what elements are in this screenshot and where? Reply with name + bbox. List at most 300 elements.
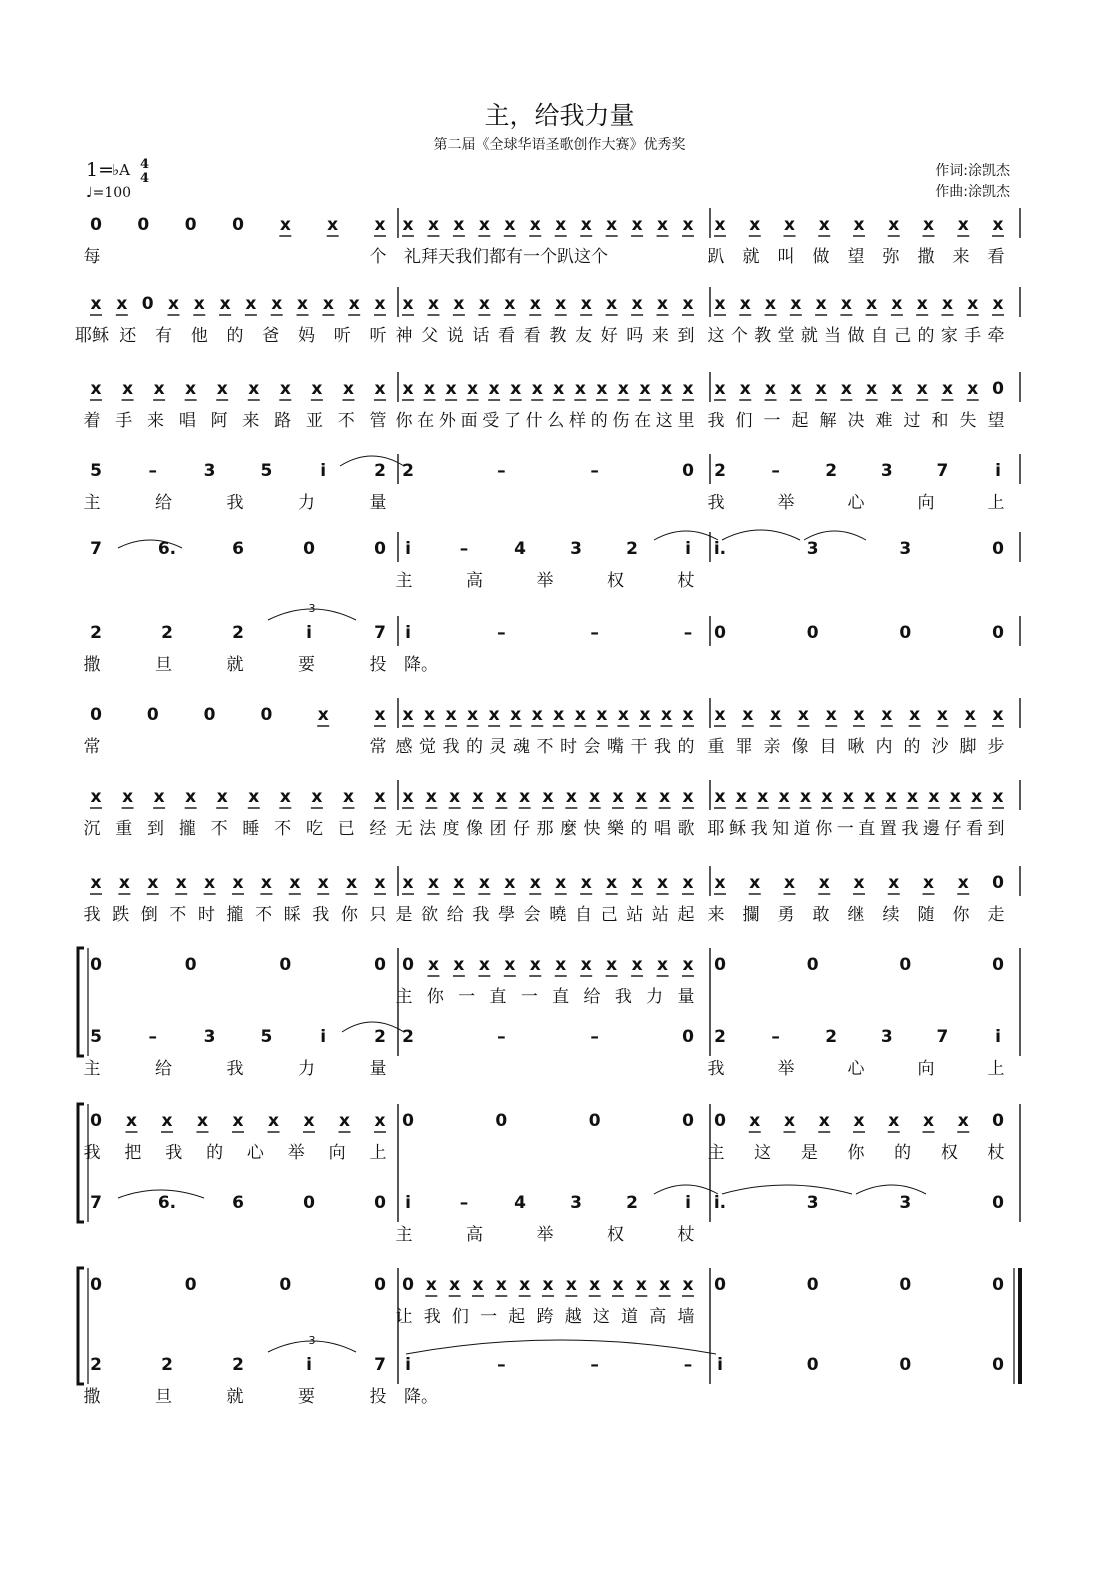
note-row: 3 bbox=[899, 539, 912, 559]
lyric-row: 趴 bbox=[707, 247, 725, 267]
note-row: x bbox=[374, 294, 386, 314]
note-row: x bbox=[327, 215, 339, 235]
lower-note-row: 5 bbox=[90, 1027, 102, 1047]
note-row: i. bbox=[713, 539, 727, 559]
note-row: x bbox=[853, 873, 865, 893]
lower-note-row: 2 bbox=[402, 1027, 414, 1047]
note-row: x bbox=[453, 215, 465, 235]
lyric-row: 在 bbox=[417, 411, 435, 431]
note-row: x bbox=[742, 705, 754, 725]
lyric-row: 权 bbox=[607, 571, 624, 591]
lyric-row: 会 bbox=[583, 737, 601, 757]
lyric-row: 撒 bbox=[917, 247, 935, 267]
lyric-row: 的 bbox=[466, 737, 483, 757]
lyric-row: 上 bbox=[987, 493, 1005, 513]
upper-lyric-row: 道 bbox=[621, 1307, 639, 1327]
note-row: x bbox=[504, 215, 516, 235]
note-row: 6 bbox=[232, 539, 244, 559]
note-row: x bbox=[424, 379, 436, 399]
lyric-row: 快 bbox=[583, 819, 601, 839]
upper-lyric-row: 墙 bbox=[677, 1307, 695, 1327]
note-row: x bbox=[770, 705, 782, 725]
note-row: x bbox=[617, 705, 629, 725]
note-row: x bbox=[425, 787, 437, 807]
lyric-row: 就 bbox=[226, 655, 244, 675]
lyric-row: 友 bbox=[574, 326, 592, 346]
note-row: x bbox=[529, 873, 541, 893]
lyric-row: 啾 bbox=[847, 737, 865, 757]
note-row: x bbox=[735, 787, 747, 807]
tie-slur bbox=[722, 530, 800, 540]
note-row: x bbox=[289, 873, 301, 893]
lyric-row: 就 bbox=[742, 247, 760, 267]
lower-note-row: 2 bbox=[161, 1355, 173, 1375]
note-row: 7 bbox=[374, 623, 386, 643]
note-row: 0 bbox=[682, 461, 694, 481]
upper-note-row: 0 bbox=[90, 955, 102, 975]
note-row: x bbox=[402, 215, 414, 235]
note-row: 2 bbox=[161, 623, 173, 643]
note-row: x bbox=[967, 379, 979, 399]
note-row: x bbox=[853, 705, 865, 725]
lower-note-row: – bbox=[771, 1027, 780, 1047]
note-row: 0 bbox=[374, 539, 386, 559]
upper-note-row: x bbox=[339, 1111, 350, 1131]
lyric-row: 要 bbox=[298, 655, 315, 675]
time-top: 4 bbox=[140, 157, 150, 172]
note-row: x bbox=[565, 787, 577, 807]
note-row: x bbox=[478, 215, 490, 235]
lyric-row: 面 bbox=[460, 411, 478, 431]
note-row: 5 bbox=[90, 461, 102, 481]
note-row: x bbox=[815, 294, 827, 314]
note-row: x bbox=[606, 294, 618, 314]
lyric-row: 像 bbox=[466, 819, 483, 839]
lower-note-row: 7 bbox=[374, 1355, 386, 1375]
lyric-row: 脚 bbox=[959, 737, 977, 757]
lyric-row: 阿 bbox=[210, 411, 228, 431]
upper-note-row: x bbox=[659, 1275, 671, 1295]
lyric-row: 看 bbox=[965, 819, 983, 839]
lyric-row: 了 bbox=[503, 411, 521, 431]
lyric-row: 到 bbox=[147, 819, 165, 839]
lyric-row: 里 bbox=[677, 411, 695, 431]
lyric-row: 看 bbox=[523, 326, 541, 346]
lyric-row: 走 bbox=[987, 905, 1005, 925]
lyric-row: 团 bbox=[489, 819, 507, 839]
upper-note-row: 0 bbox=[714, 955, 726, 975]
lyric-row: 手 bbox=[115, 411, 133, 431]
lyric-row: 举 bbox=[777, 493, 795, 513]
note-row: x bbox=[949, 787, 961, 807]
lower-lyric-row: 旦 bbox=[155, 1387, 172, 1407]
note-row: x bbox=[478, 873, 490, 893]
lower-lyric-row: 举 bbox=[777, 1059, 795, 1079]
note-row: x bbox=[529, 294, 541, 314]
upper-note-row: x bbox=[589, 1275, 601, 1295]
lyric-row: 欲 bbox=[421, 905, 439, 925]
note-row: x bbox=[885, 787, 897, 807]
lyric-row: 亚 bbox=[305, 411, 323, 431]
note-row: x bbox=[825, 705, 837, 725]
lyric-row: 做 bbox=[812, 247, 830, 267]
upper-lyric-row: 向 bbox=[328, 1143, 346, 1163]
note-row: x bbox=[260, 873, 272, 893]
lower-note-row: 0 bbox=[992, 1193, 1004, 1213]
lyric-row: 礼拜天我们都有一个趴这个 bbox=[404, 247, 608, 267]
note-row: x bbox=[153, 787, 165, 807]
note-row: x bbox=[580, 215, 592, 235]
note-row: x bbox=[659, 787, 671, 807]
lyric-row: 曉 bbox=[549, 905, 567, 925]
note-row: x bbox=[453, 294, 465, 314]
upper-note-row: x bbox=[374, 1111, 386, 1131]
note-row: x bbox=[660, 705, 672, 725]
lyric-row: 起 bbox=[791, 411, 809, 431]
note-row: x bbox=[519, 787, 531, 807]
note-row: x bbox=[555, 215, 567, 235]
note-row: 3 bbox=[806, 539, 819, 559]
upper-note-row: 0 bbox=[992, 1111, 1004, 1131]
note-row: x bbox=[185, 379, 197, 399]
note-row: x bbox=[504, 294, 516, 314]
note-row: x bbox=[864, 787, 876, 807]
lyric-row: 自 bbox=[870, 326, 888, 346]
note-row: 0 bbox=[992, 623, 1004, 643]
lower-note-row: 7 bbox=[936, 1027, 949, 1047]
lyric-row: 耶 bbox=[707, 819, 725, 839]
upper-lyric-row: 直 bbox=[489, 987, 507, 1007]
upper-note-row: x bbox=[657, 955, 669, 975]
lower-lyric-row: 力 bbox=[298, 1059, 315, 1079]
time-bottom: 4 bbox=[140, 171, 150, 186]
upper-lyric-row: 们 bbox=[451, 1307, 469, 1327]
note-row: x bbox=[866, 379, 878, 399]
note-row: x bbox=[488, 705, 500, 725]
note-row: x bbox=[248, 379, 260, 399]
note-row: x bbox=[714, 705, 726, 725]
lower-note-row: 0 bbox=[374, 1193, 386, 1213]
note-row: x bbox=[682, 705, 694, 725]
lyric-row: 不 bbox=[255, 905, 273, 925]
note-row: 0 bbox=[146, 705, 159, 725]
upper-lyric-row: 我 bbox=[614, 987, 632, 1007]
upper-note-row: x bbox=[853, 1111, 865, 1131]
upper-note-row: x bbox=[303, 1111, 315, 1131]
upper-note-row: 0 bbox=[806, 1275, 819, 1295]
note-row: x bbox=[510, 379, 522, 399]
upper-note-row: x bbox=[565, 1275, 577, 1295]
note-row: x bbox=[888, 215, 900, 235]
note-row: x bbox=[488, 379, 500, 399]
note-row: x bbox=[784, 215, 795, 235]
note-row: x bbox=[631, 215, 643, 235]
note-row: 0 bbox=[184, 215, 197, 235]
note-row: – bbox=[459, 539, 469, 559]
upper-note-row: 0 bbox=[992, 1275, 1004, 1295]
note-row: x bbox=[531, 379, 543, 399]
note-row: 0 bbox=[141, 294, 154, 314]
lyric-row: 他 bbox=[190, 326, 208, 346]
note-row: 0 bbox=[232, 215, 244, 235]
note-row: x bbox=[542, 787, 554, 807]
note-row: x bbox=[635, 787, 647, 807]
note-row: – bbox=[590, 623, 599, 643]
note-row: 0 bbox=[90, 215, 102, 235]
lyric-row: 每 bbox=[83, 247, 101, 267]
lyric-row: 唱 bbox=[178, 411, 196, 431]
lyric-row: 一 bbox=[836, 819, 854, 839]
lyric-row: 不 bbox=[536, 737, 554, 757]
upper-note-row: 0 bbox=[992, 955, 1004, 975]
upper-note-row: x bbox=[478, 955, 490, 975]
lower-lyric-row: 投 bbox=[369, 1387, 387, 1407]
lower-lyric-row: 高 bbox=[466, 1225, 483, 1245]
upper-note-row: x bbox=[519, 1275, 531, 1295]
note-row: x bbox=[495, 787, 507, 807]
upper-note-row: x bbox=[472, 1275, 484, 1295]
note-row: x bbox=[797, 705, 809, 725]
lyric-row: 我 bbox=[83, 905, 101, 925]
lower-note-row: i bbox=[995, 1027, 1001, 1047]
note-row: x bbox=[714, 294, 726, 314]
lyric-row: 我 bbox=[654, 737, 671, 757]
lyric-row: 那 bbox=[536, 819, 554, 839]
note-row: x bbox=[909, 705, 921, 725]
note-row: x bbox=[714, 379, 726, 399]
upper-note-row: 0 bbox=[184, 955, 197, 975]
lower-lyric-row: 降。 bbox=[404, 1387, 438, 1407]
lyric-row: 和 bbox=[931, 411, 949, 431]
upper-note-row: 0 bbox=[90, 1111, 102, 1131]
note-row: x bbox=[580, 873, 592, 893]
lyric-row: 不 bbox=[337, 411, 355, 431]
note-row: – bbox=[683, 623, 693, 643]
lyric-row: 的 bbox=[677, 737, 695, 757]
lyric-row: 伤 bbox=[612, 411, 630, 431]
lyric-row: 步 bbox=[987, 737, 1005, 757]
lyric-row: 心 bbox=[847, 493, 865, 513]
note-row: x bbox=[427, 294, 439, 314]
upper-lyric-row: 一 bbox=[458, 987, 476, 1007]
lyric-row: 外 bbox=[438, 411, 456, 431]
note-row: x bbox=[928, 787, 940, 807]
note-row: i bbox=[405, 539, 411, 559]
note-row: x bbox=[317, 873, 329, 893]
lyric-row: 魂 bbox=[513, 737, 530, 757]
upper-note-row: 0 bbox=[714, 1275, 726, 1295]
lyric-row: 的 bbox=[590, 411, 608, 431]
lyric-row: 只 bbox=[369, 905, 387, 925]
note-row: x bbox=[631, 873, 643, 893]
lyric-row: 来 bbox=[707, 905, 725, 925]
note-row: x bbox=[317, 705, 329, 725]
note-row: x bbox=[90, 379, 102, 399]
lyric-row: 会 bbox=[523, 905, 541, 925]
tie-slur bbox=[856, 1185, 926, 1194]
note-row: 0 bbox=[260, 705, 273, 725]
lyric-row: 我 bbox=[750, 819, 768, 839]
note-row: x bbox=[818, 215, 830, 235]
lyric-row: 邊 bbox=[922, 819, 940, 839]
lyric-row: 给 bbox=[446, 905, 464, 925]
upper-note-row: x bbox=[682, 955, 694, 975]
note-row: x bbox=[402, 787, 414, 807]
note-row: x bbox=[906, 787, 918, 807]
note-row: 2 bbox=[714, 461, 726, 481]
upper-note-row: x bbox=[631, 955, 643, 975]
note-row: x bbox=[923, 215, 934, 235]
lyric-row: 撒 bbox=[83, 655, 101, 675]
tempo-marking: ♩=100 bbox=[86, 185, 132, 201]
note-row: 2 bbox=[626, 539, 638, 559]
lyric-row: 我 bbox=[442, 737, 460, 757]
note-row: x bbox=[311, 787, 323, 807]
note-row: x bbox=[657, 873, 669, 893]
note-row: – bbox=[771, 461, 780, 481]
lower-lyric-row: 上 bbox=[987, 1059, 1005, 1079]
upper-note-row: x bbox=[682, 1275, 694, 1295]
upper-lyric-row: 这 bbox=[754, 1143, 772, 1163]
upper-note-row: 0 bbox=[714, 1111, 726, 1131]
note-row: 0 bbox=[203, 705, 216, 725]
note-row: x bbox=[467, 705, 479, 725]
note-row: x bbox=[245, 294, 257, 314]
note-row: 2 bbox=[402, 461, 414, 481]
lower-note-row: 3 bbox=[880, 1027, 893, 1047]
lyric-row: 站 bbox=[651, 905, 669, 925]
upper-note-row: x bbox=[580, 955, 592, 975]
lower-lyric-row: 主 bbox=[395, 1225, 413, 1245]
lower-note-row: – bbox=[683, 1355, 693, 1375]
note-row: x bbox=[639, 379, 651, 399]
lyric-row: 耶稣 bbox=[75, 326, 109, 346]
upper-note-row: x bbox=[232, 1111, 244, 1131]
lyric-row: 我 bbox=[707, 493, 725, 513]
note-row: x bbox=[840, 379, 852, 399]
note-row: 7 bbox=[936, 461, 949, 481]
lyric-row: 着 bbox=[83, 411, 101, 431]
lyric-row: 站 bbox=[626, 905, 644, 925]
note-row: – bbox=[497, 623, 506, 643]
lyric-row: 常 bbox=[369, 737, 387, 757]
lyric-row: 向 bbox=[917, 493, 935, 513]
upper-lyric-row: 举 bbox=[287, 1143, 305, 1163]
lower-note-row: 6 bbox=[232, 1193, 244, 1213]
lyric-row: 牵 bbox=[987, 326, 1005, 346]
note-row: x bbox=[478, 294, 490, 314]
note-row: x bbox=[374, 379, 386, 399]
note-row: x bbox=[853, 215, 865, 235]
lower-note-row: 7 bbox=[90, 1193, 102, 1213]
note-row: x bbox=[574, 379, 586, 399]
lyric-row: 敢 bbox=[812, 905, 830, 925]
lyric-row: 个 bbox=[369, 247, 387, 267]
note-row: x bbox=[784, 873, 795, 893]
note-row: x bbox=[606, 873, 618, 893]
lower-lyric-row: 给 bbox=[155, 1059, 172, 1079]
lyric-row: 来 bbox=[147, 411, 165, 431]
lyric-row: 这 bbox=[707, 326, 725, 346]
note-row: x bbox=[574, 705, 586, 725]
note-row: 3 bbox=[203, 461, 216, 481]
lower-note-row: i bbox=[717, 1355, 723, 1375]
upper-note-row: 0 bbox=[279, 955, 292, 975]
note-row: x bbox=[589, 787, 601, 807]
lower-lyric-row: 向 bbox=[917, 1059, 935, 1079]
song-title: 主，给我力量 bbox=[484, 101, 635, 130]
upper-note-row: 0 bbox=[374, 1275, 386, 1295]
note-row: x bbox=[657, 215, 669, 235]
lyric-row: 不 bbox=[210, 819, 228, 839]
upper-note-row: x bbox=[449, 1275, 461, 1295]
lyric-row: 说 bbox=[446, 326, 464, 346]
lyric-row: 像 bbox=[791, 737, 809, 757]
note-row: x bbox=[90, 787, 102, 807]
lyric-row: 一 bbox=[763, 411, 781, 431]
lyric-row: 看 bbox=[987, 247, 1005, 267]
upper-note-row: 0 bbox=[588, 1111, 601, 1131]
lyric-row: 嘴 bbox=[607, 737, 624, 757]
note-row: x bbox=[402, 294, 414, 314]
note-row: x bbox=[714, 787, 726, 807]
note-row: x bbox=[402, 379, 414, 399]
lyricist-credit: 作词:涂凯杰 bbox=[935, 163, 1010, 179]
lower-note-row: 4 bbox=[514, 1193, 526, 1213]
note-row: x bbox=[348, 294, 360, 314]
lyric-row: 睬 bbox=[283, 905, 301, 925]
note-row: x bbox=[957, 873, 969, 893]
lower-note-row: – bbox=[459, 1193, 469, 1213]
upper-note-row: x bbox=[453, 955, 465, 975]
lower-note-row: 3 bbox=[570, 1193, 582, 1213]
upper-lyric-row: 让 bbox=[395, 1307, 413, 1327]
lyric-row: 目 bbox=[819, 737, 837, 757]
lyric-row: 亲 bbox=[763, 737, 781, 757]
lower-note-row: – bbox=[590, 1355, 599, 1375]
lyric-row: 当 bbox=[824, 326, 842, 346]
note-row: x bbox=[815, 379, 827, 399]
lower-lyric-row: 权 bbox=[607, 1225, 624, 1245]
note-row: x bbox=[580, 294, 592, 314]
note-row: x bbox=[374, 787, 386, 807]
lyric-row: 已 bbox=[337, 819, 355, 839]
note-row: 6. bbox=[157, 539, 177, 559]
lyric-row: 歌 bbox=[677, 819, 695, 839]
note-row: x bbox=[916, 294, 928, 314]
lyric-row: 睡 bbox=[242, 819, 260, 839]
note-row: x bbox=[606, 215, 618, 235]
note-row: x bbox=[427, 215, 439, 235]
note-row: 0 bbox=[992, 379, 1004, 399]
note-row: x bbox=[790, 379, 802, 399]
lyric-row: 爸 bbox=[262, 326, 280, 346]
note-row: x bbox=[279, 787, 291, 807]
note-row: x bbox=[790, 294, 802, 314]
lyric-row: 置 bbox=[879, 819, 897, 839]
note-row: – bbox=[497, 461, 506, 481]
note-row: x bbox=[765, 379, 777, 399]
note-row: x bbox=[510, 705, 522, 725]
lyric-row: 到 bbox=[677, 326, 695, 346]
key-lead: 1= bbox=[86, 159, 115, 181]
lyric-row: 的 bbox=[917, 326, 935, 346]
lower-note-row: 2 bbox=[825, 1027, 838, 1047]
lyric-row: 管 bbox=[369, 411, 387, 431]
lyric-row: 无 bbox=[395, 819, 413, 839]
upper-lyric-row: 越 bbox=[564, 1307, 582, 1327]
note-row: x bbox=[297, 294, 309, 314]
